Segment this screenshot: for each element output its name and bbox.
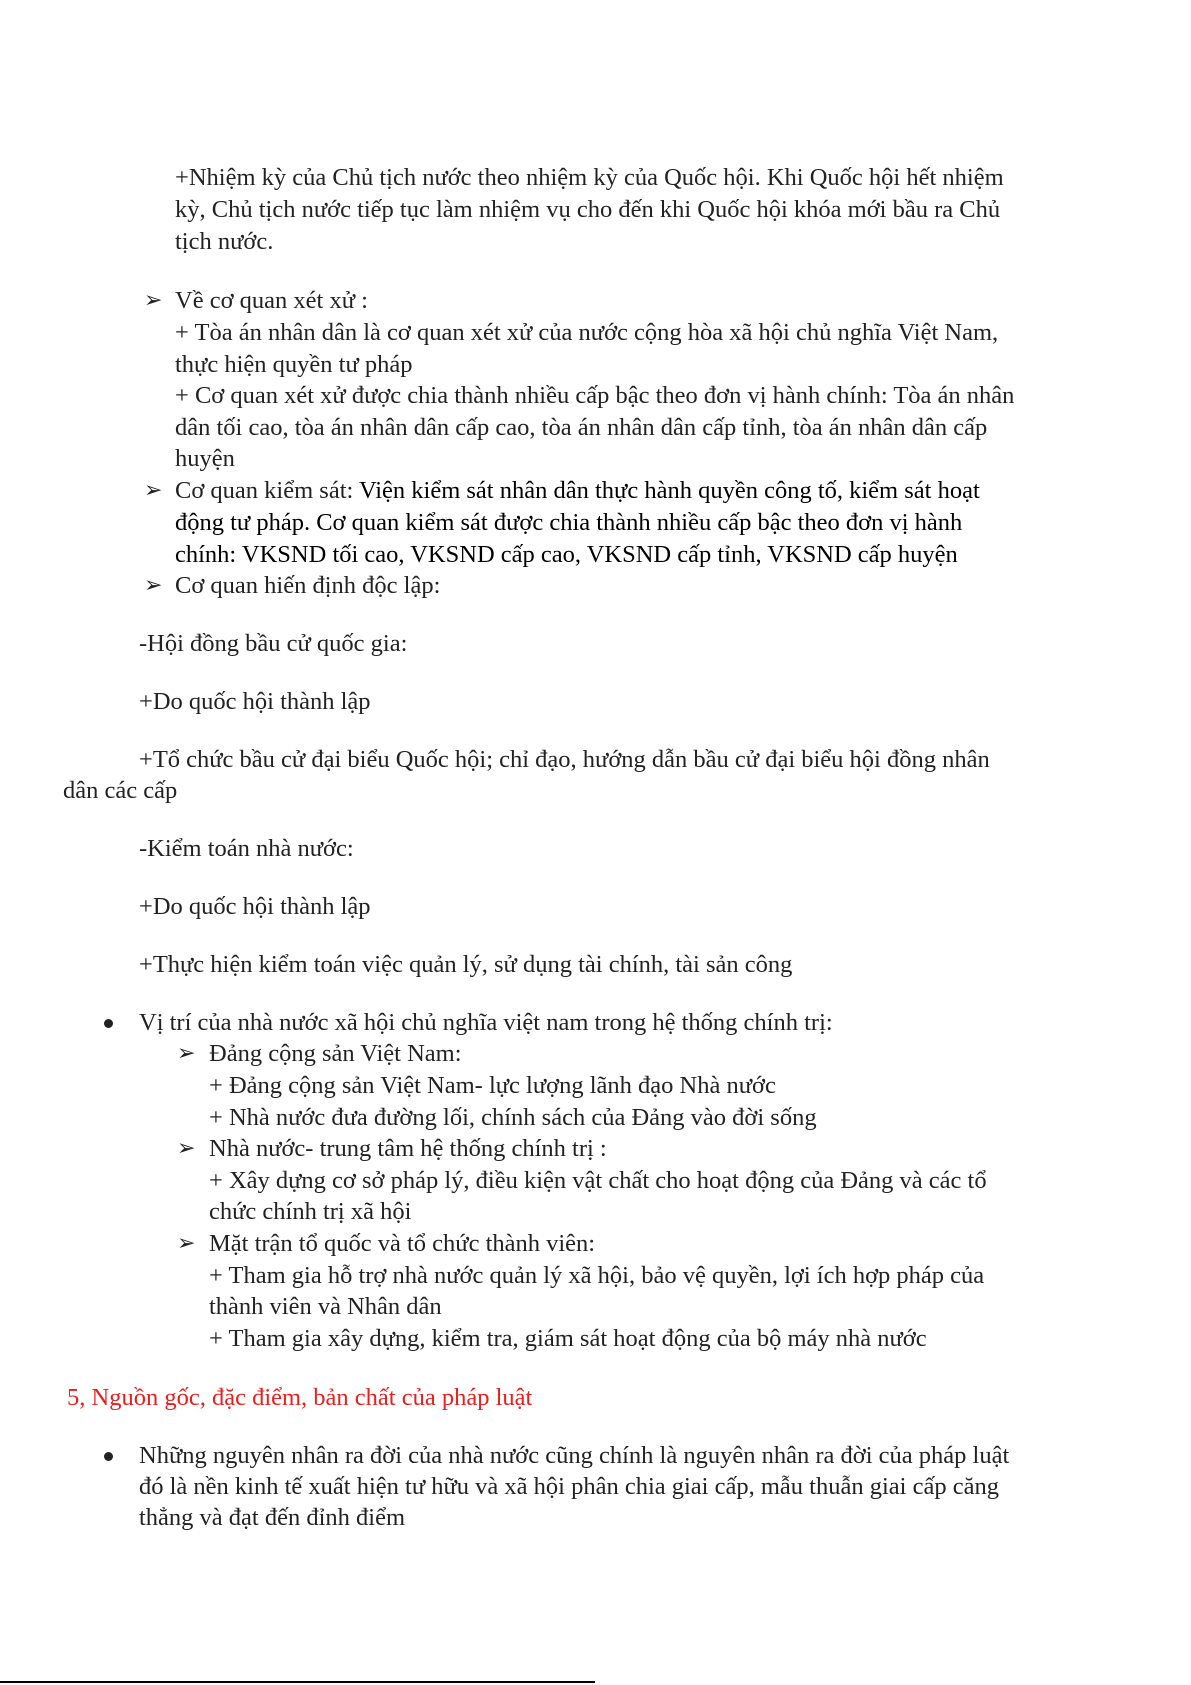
court-line-3: + Cơ quan xét xử được chia thành nhiều cấp bậc theo đơn vị hành chính: Tòa án nhân: [175, 382, 1015, 409]
president-term-line-1: +Nhiệm kỳ của Chủ tịch nước theo nhiệm kỳ của Quốc hội. Khi Quốc hội hết nhiệm: [175, 164, 1004, 191]
section-5-line-1: Những nguyên nhân ra đời của nhà nước cũng chính là nguyên nhân ra đời của pháp luật: [139, 1442, 1010, 1469]
arrow-bullet-icon: ➢: [177, 1136, 196, 1161]
president-term-line-2: kỳ, Chủ tịch nước tiếp tục làm nhiệm vụ cho đến khi Quốc hội khóa mới bầu ra Chủ: [175, 196, 1001, 223]
section-5-heading: 5, Nguồn gốc, đặc điểm, bản chất của pháp luật: [67, 1384, 533, 1411]
state-line-2: chức chính trị xã hội: [209, 1198, 412, 1225]
court-line-1: + Tòa án nhân dân là cơ quan xét xử của nước cộng hòa xã hội chủ nghĩa Việt Nam,: [175, 319, 999, 346]
president-term-line-3: tịch nước.: [175, 228, 274, 255]
section-5-line-3: thẳng và đạt đến đỉnh điểm: [139, 1504, 406, 1531]
court-line-5: huyện: [175, 445, 235, 472]
election-council-line-2a: +Tổ chức bầu cử đại biểu Quốc hội; chỉ đạo, hướng dẫn bầu cử đại biểu hội đồng nhân: [139, 746, 990, 773]
audit-line-2: +Thực hiện kiểm toán việc quản lý, sử dụng tài chính, tài sản công: [139, 951, 793, 978]
court-line-4: dân tối cao, tòa án nhân dân cấp cao, tòa án nhân dân cấp tỉnh, tòa án nhân dân cấp: [175, 414, 988, 441]
state-heading: Nhà nước- trung tâm hệ thống chính trị :: [209, 1135, 607, 1162]
procuracy-label: Cơ quan kiểm sát:: [175, 477, 359, 504]
front-line-2: thành viên và Nhân dân: [209, 1293, 442, 1320]
political-system-bullet: Vị trí của nhà nước xã hội chủ nghĩa việt nam trong hệ thống chính trị:: [139, 1009, 833, 1036]
arrow-bullet-icon: ➢: [144, 573, 163, 598]
procuracy-line-1: [175, 476, 980, 506]
court-heading: Về cơ quan xét xử :: [175, 287, 368, 314]
arrow-bullet-icon: ➢: [144, 478, 163, 503]
procuracy-line-2: động tư pháp. Cơ quan kiểm sát được chia thành nhiều cấp bậc theo đơn vị hành: [175, 509, 963, 536]
round-bullet-icon: [104, 1452, 113, 1461]
party-line-2: + Nhà nước đưa đường lối, chính sách của Đảng vào đời sống: [209, 1104, 817, 1131]
arrow-bullet-icon: ➢: [144, 288, 163, 313]
round-bullet-icon: [104, 1019, 113, 1028]
party-heading: Đảng cộng sản Việt Nam:: [209, 1040, 462, 1067]
section-5-line-2: đó là nền kinh tế xuất hiện tư hữu và xã hội phân chia giai cấp, mẫu thuẫn giai cấp căng: [139, 1473, 999, 1500]
party-line-1: + Đảng cộng sản Việt Nam- lực lượng lãnh đạo Nhà nước: [209, 1072, 776, 1099]
election-council-heading: -Hội đồng bầu cử quốc gia:: [139, 630, 408, 657]
audit-heading: -Kiểm toán nhà nước:: [139, 835, 354, 862]
election-council-line-2b: dân các cấp: [63, 777, 178, 804]
front-heading: Mặt trận tổ quốc và tổ chức thành viên:: [209, 1230, 596, 1257]
state-line-1: + Xây dựng cơ sở pháp lý, điều kiện vật chất cho hoạt động của Đảng và các tổ: [209, 1167, 987, 1194]
procuracy-text-1: Viện kiểm sát nhân dân thực hành quyền công tố, kiểm sát hoạt: [359, 477, 980, 504]
court-line-2: thực hiện quyền tư pháp: [175, 351, 413, 378]
arrow-bullet-icon: ➢: [177, 1041, 196, 1066]
bottom-divider: [0, 1681, 595, 1683]
procuracy-line-3: chính: VKSND tối cao, VKSND cấp cao, VKSND cấp tỉnh, VKSND cấp huyện: [175, 541, 958, 568]
audit-line-1: +Do quốc hội thành lập: [139, 893, 371, 920]
election-council-line-1: +Do quốc hội thành lập: [139, 688, 371, 715]
front-line-3: + Tham gia xây dựng, kiểm tra, giám sát hoạt động của bộ máy nhà nước: [209, 1325, 927, 1352]
independent-heading: Cơ quan hiến định độc lập:: [175, 572, 441, 599]
front-line-1: + Tham gia hỗ trợ nhà nước quản lý xã hội, bảo vệ quyền, lợi ích hợp pháp của: [209, 1262, 985, 1289]
arrow-bullet-icon: ➢: [177, 1231, 196, 1256]
